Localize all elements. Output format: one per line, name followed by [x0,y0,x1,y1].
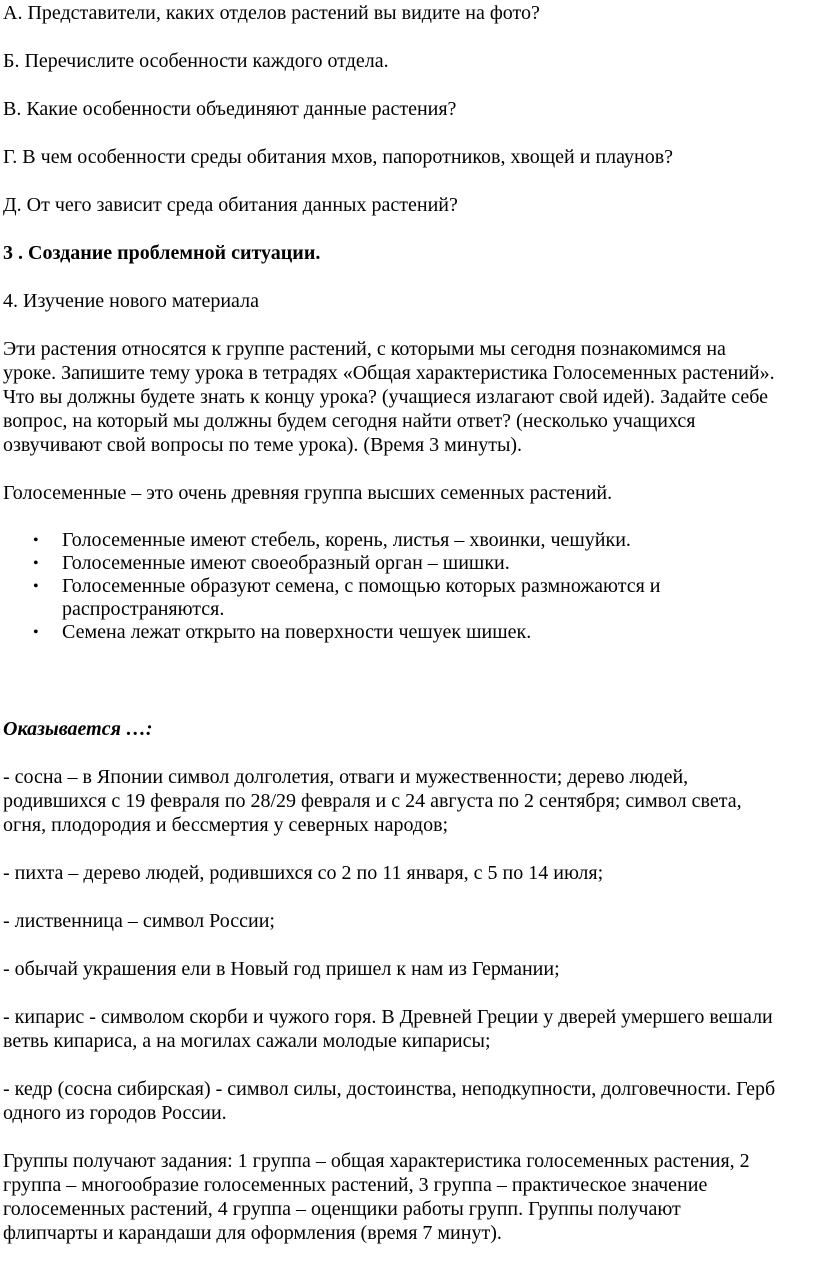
list-item-text: Голосеменные имеют стебель, корень, листья – хвоинки, чешуйки. [62,529,631,551]
fact-pine: - сосна – в Японии символ долголетия, отваги и мужественности; дерево людей, родившихся с 19 февраля по 28/29 февраля и с 24 августа по 2 сентября; символ света, огня, плодородия и бессмертия у северных народов; [3,766,742,836]
features-list [3,529,813,644]
fact-larch: - лиственница – символ России; [3,910,275,932]
list-item-text: Семена лежат открыто на поверхности чешуек шишек. [62,621,532,643]
fact-fir: - пихта – дерево людей, родившихся со 2 по 11 января, с 5 по 14 июля; [3,862,604,884]
question-e: Д. От чего зависит среда обитания данных растений? [3,194,458,216]
list-item [3,575,813,621]
question-a: А. Представители, каких отделов растений вы видите на фото? [3,2,540,24]
fact-cedar: - кедр (сосна сибирская) - символ силы, достоинства, неподкупности, долговечности. Герб одного из городов России. [3,1078,776,1124]
fact-cypress: - кипарис - символом скорби и чужого горя. В Древней Греции у дверей умершего вешали ветвь кипариса, а на могилах сажали молодые кипарисы; [3,1006,773,1052]
groups-paragraph: Группы получают задания: 1 группа – общая характеристика голосеменных растения, 2 группа – многообразие голосеменных растений, 3 группа – практическое значение голосеменных растений, 4 группа – оценщики работы групп. Группы получают флипчарты и карандаши для оформления (время 7 минут). [3,1150,750,1244]
facts-heading: Оказывается …: [3,718,153,740]
question-d: Г. В чем особенности среды обитания мхов, папоротников, хвощей и плаунов? [3,146,674,168]
list-item [3,529,813,552]
fact-spruce: - обычай украшения ели в Новый год пришел к нам из Германии; [3,958,560,980]
intro-paragraph: Эти растения относятся к группе растений, с которыми мы сегодня познакомимся на уроке. Запишите тему урока в тетрадях «Общая характеристика Голосеменных растений». Что вы должны будете знать к концу урока? (учащиеся излагают свой идей). Задайте себе вопрос, на который мы должны будем сегодня найти ответ? (несколько учащихся озвучивают свой вопросы по теме урока). (Время 3 минуты). [3,338,775,456]
bullet-icon: • [33,555,39,572]
spacer [3,644,813,717]
list-item-text: Голосеменные образуют семена, с помощью которых размножаются и распространяются. [62,575,661,620]
list-item [3,552,813,575]
section-4-heading: 4. Изучение нового материала [3,290,259,312]
bullet-icon: • [33,532,39,549]
list-item [3,621,813,644]
question-c: В. Какие особенности объединяют данные растения? [3,98,457,120]
definition-paragraph: Голосеменные – это очень древняя группа высших семенных растений. [3,482,613,504]
document-page [3,0,813,1269]
bullet-icon: • [33,624,39,641]
question-b: Б. Перечислите особенности каждого отдела. [3,50,389,72]
list-item-text: Голосеменные имеют своеобразный орган – шишки. [62,552,510,574]
bullet-icon: • [33,578,39,595]
section-3-heading: 3 . Создание проблемной ситуации. [3,242,321,264]
